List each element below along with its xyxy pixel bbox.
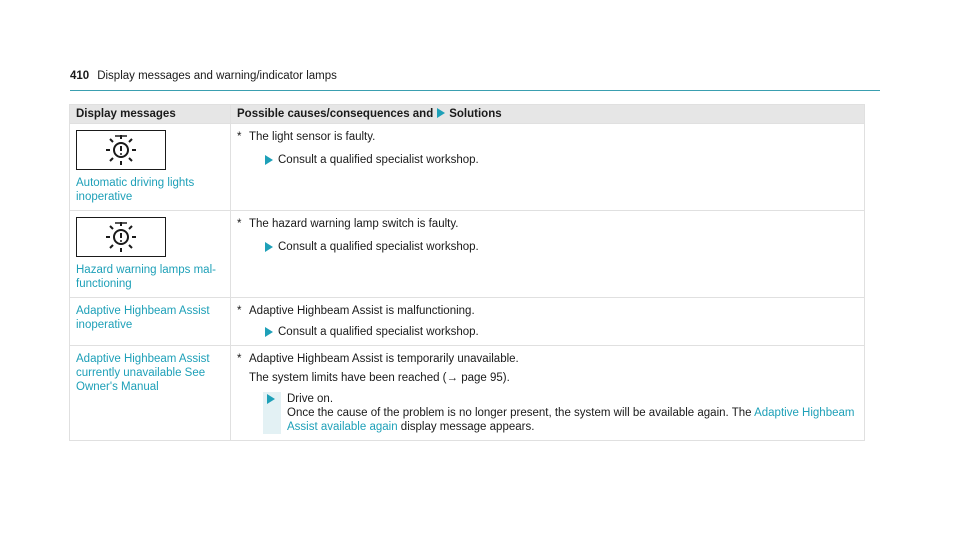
message-text [76, 304, 224, 332]
cause-extra-text: The system limits have been reached ( [249, 372, 447, 384]
display-messages-table [69, 104, 865, 441]
cause-text: The light sensor is faulty. [249, 131, 376, 143]
message-line: Owner's Manual [76, 381, 159, 393]
play-arrow-icon [437, 108, 445, 118]
cause-cell [231, 346, 865, 441]
page-number: 410 [70, 70, 90, 82]
column-header-causes-label: Possible causes/consequences and [237, 108, 434, 120]
play-arrow-icon [267, 394, 275, 404]
bullet-star: * [237, 218, 242, 230]
page-ref-link[interactable]: page 95). [461, 372, 510, 384]
message-line: inoperative [76, 319, 133, 331]
cause-item [237, 352, 858, 367]
message-text [76, 263, 224, 291]
play-arrow-icon [265, 327, 273, 337]
page-title: Display messages and warning/indicator lamps [97, 70, 337, 82]
play-arrow-icon [265, 242, 273, 252]
table-row [70, 124, 865, 211]
message-line: Adaptive Highbeam Assist [76, 305, 210, 317]
cause-text: The hazard warning lamp switch is faulty. [249, 218, 459, 230]
solution-text: Consult a qualified specialist workshop. [278, 326, 479, 338]
message-cell [70, 298, 231, 346]
bullet-star: * [237, 131, 242, 143]
solution-line: Once the cause of the problem is no longer present, the system will be available again. The [287, 407, 752, 419]
solution-text [281, 392, 858, 434]
cause-cell [231, 124, 865, 211]
column-header-messages: Display messages [70, 105, 231, 124]
message-cell [70, 211, 231, 298]
solution-line: display message appears. [400, 421, 535, 433]
bullet-star: * [237, 353, 242, 365]
page-header [70, 70, 880, 88]
table-row [70, 298, 865, 346]
solution-item [249, 392, 858, 434]
message-text: Automatic driving lights inoperative [76, 177, 195, 203]
cause-cell [231, 211, 865, 298]
message-line: Hazard warning lamps mal- [76, 264, 216, 276]
solution-line: Drive on. [287, 393, 334, 405]
table-header-row [70, 105, 865, 124]
solution-text: Consult a qualified specialist workshop. [278, 241, 479, 253]
page-ref-arrow: → [446, 372, 459, 384]
message-link[interactable]: Adaptive Highbeam Assist available again [287, 407, 855, 433]
solution-item [249, 153, 858, 167]
light-warning-icon [76, 130, 166, 170]
solution-text: Consult a qualified specialist workshop. [278, 154, 479, 166]
cause-item [237, 304, 858, 319]
table-row [70, 346, 865, 441]
cause-text: Adaptive Highbeam Assist is temporarily unavailable. [249, 353, 519, 365]
play-arrow-icon [265, 155, 273, 165]
light-warning-icon [76, 217, 166, 257]
cause-cell [231, 298, 865, 346]
column-header-causes [231, 105, 865, 124]
cause-text: Adaptive Highbeam Assist is malfunctioning. [249, 305, 475, 317]
table-row [70, 211, 865, 298]
message-line: currently unavailable See [76, 367, 206, 379]
message-text [76, 352, 224, 394]
solution-bar [263, 392, 281, 434]
solution-item [249, 240, 858, 254]
cause-extra [249, 371, 858, 386]
column-header-solutions-label: Solutions [449, 108, 502, 120]
solution-item [249, 325, 858, 339]
header-divider [70, 90, 880, 91]
cause-item [237, 130, 858, 145]
cause-item [237, 217, 858, 232]
message-line: Adaptive Highbeam Assist [76, 353, 210, 365]
message-cell [70, 124, 231, 211]
message-cell [70, 346, 231, 441]
message-full-text: Hazard warning lamps malfunctioning [0, 0, 17, 1]
bullet-star: * [237, 305, 242, 317]
message-line: functioning [76, 278, 132, 290]
